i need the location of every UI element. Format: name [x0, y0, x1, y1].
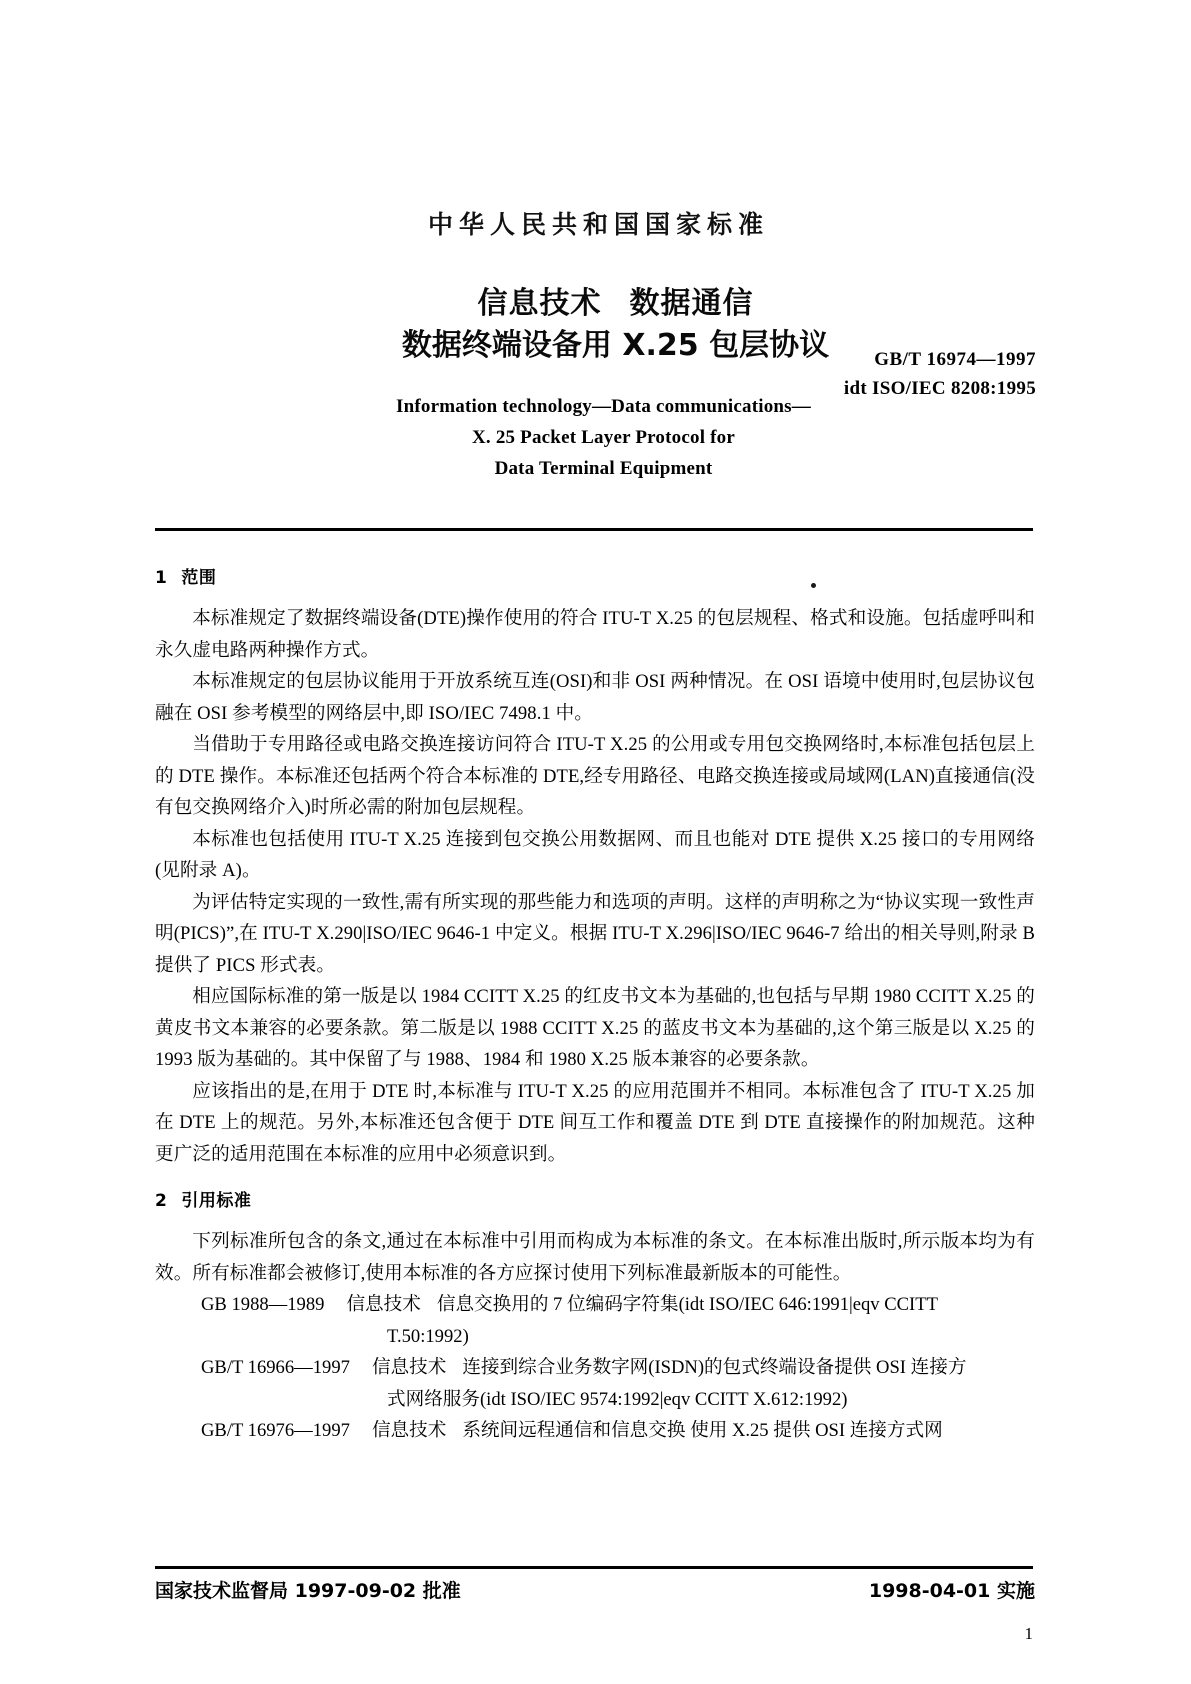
title-chinese-line2: 数据终端设备用 X.25 包层协议: [401, 327, 830, 363]
header-divider-rule: [155, 528, 1033, 531]
masthead: [0, 205, 1191, 241]
section-heading-references: [155, 1186, 1035, 1211]
reference-code: GB 1988—1989: [201, 1294, 325, 1315]
reference-subtitle: 信息交换用的 7 位编码字符集(idt ISO/IEC 646:1991|eqv CCITT: [436, 1294, 938, 1315]
title-cn-part-b: 数据通信: [629, 286, 754, 321]
title-chinese-line1: [0, 285, 1191, 323]
reference-title: 信息技术: [371, 1357, 447, 1378]
reference-item: [155, 1352, 1035, 1415]
page-footer: [155, 1576, 1035, 1603]
reference-subtitle: 连接到综合业务数字网(ISDN)的包式终端设备提供 OSI 连接方: [462, 1357, 967, 1378]
reference-title: 信息技术: [346, 1294, 421, 1315]
approval-statement: 国家技术监督局 1997-09-02 批准: [155, 1580, 461, 1602]
title-cn-part-a: 信息技术: [477, 286, 602, 321]
footer-divider-rule: [155, 1566, 1033, 1569]
standard-equivalence: idt ISO/IEC 8208:1995: [843, 378, 1036, 400]
standard-number: GB/T 16974—1997: [874, 349, 1036, 370]
page-number: 1: [1024, 1624, 1033, 1643]
section-number-2: 2: [155, 1191, 168, 1211]
paragraph: 应该指出的是,在用于 DTE 时,本标准与 ITU-T X.25 的应用范围并不相同。本标准包含了 ITU-T X.25 加在 DTE 上的规范。另外,本标准还包含便于 DTE 间互工作和覆盖 DTE 到 DTE 直接操作的附加规范。这种更广泛的适用范围在本标准的应用中必须意识到。: [155, 1080, 1035, 1165]
reference-continuation: T.50:1992): [387, 1325, 469, 1347]
section-heading-scope: [155, 563, 1035, 588]
section-title-1: 范围: [181, 568, 217, 588]
paragraph: 本标准规定的包层协议能用于开放系统互连(OSI)和非 OSI 两种情况。在 OSI 语境中使用时,包层协议包融在 OSI 参考模型的网络层中,即 ISO/IEC 7498.1 中。: [155, 671, 1035, 724]
document-body: [155, 563, 1035, 1447]
reference-item: [155, 1415, 1035, 1447]
paragraph: 相应国际标准的第一版是以 1984 CCITT X.25 的红皮书文本为基础的,也包括与早期 1980 CCITT X.25 的黄皮书文本兼容的必要条款。第二版是以 1988 CCITT X.25 的蓝皮书文本为基础的,这个第三版是以 X.25 的 1993 版为基础的。其中保留了与 1988、1984 和 1980 X.25 版本兼容的必要条款。: [155, 986, 1035, 1070]
section-number-1: 1: [155, 568, 168, 588]
title-english-line2: X. 25 Packet Layer Protocol for: [472, 426, 735, 448]
paragraph: 当借助于专用路径或电路交换连接访问符合 ITU-T X.25 的公用或专用包交换网络时,本标准包括包层上的 DTE 操作。本标准还包括两个符合本标准的 DTE,经专用路径、电路交换连接或局域网(LAN)直接通信(没有包交换网络介入)时所必需的附加包层规程。: [155, 734, 1035, 818]
reference-continuation: 式网络服务(idt ISO/IEC 9574:1992|eqv CCITT X.612:1992): [387, 1388, 848, 1410]
reference-subtitle: 系统间远程通信和信息交换 使用 X.25 提供 OSI 连接方式网: [462, 1420, 943, 1441]
title-english-line1: Information technology—Data communications—: [396, 396, 811, 417]
paragraph: 下列标准所包含的条文,通过在本标准中引用而构成为本标准的条文。在本标准出版时,所示版本均为有效。所有标准都会被修订,使用本标准的各方应探讨使用下列标准最新版本的可能性。: [155, 1231, 1035, 1284]
section-title-2: 引用标准: [181, 1191, 252, 1211]
reference-code: GB/T 16976—1997: [201, 1420, 350, 1441]
title-english-line3: Data Terminal Equipment: [494, 457, 713, 479]
paragraph: 本标准规定了数据终端设备(DTE)操作使用的符合 ITU-T X.25 的包层规程、格式和设施。包括虚呼叫和永久虚电路两种操作方式。: [155, 608, 1035, 661]
implementation-statement: 1998-04-01 实施: [868, 1580, 1035, 1602]
paragraph: 为评估特定实现的一致性,需有所实现的那些能力和选项的声明。这样的声明称之为“协议实现一致性声明(PICS)”,在 ITU-T X.290|ISO/IEC 9646-1 中定义。根据 ITU-T X.296|ISO/IEC 9646-7 给出的相关导则,附录 B 提供了 PICS 形式表。: [155, 891, 1035, 976]
reference-title: 信息技术: [371, 1420, 447, 1441]
paragraph: 本标准也包括使用 ITU-T X.25 连接到包交换公用数据网、而且也能对 DTE 提供 X.25 接口的专用网络(见附录 A)。: [155, 828, 1035, 881]
national-standard-label: 中华人民共和国国家标准: [427, 210, 769, 239]
reference-code: GB/T 16966—1997: [201, 1357, 350, 1378]
title-english: [0, 392, 1191, 484]
reference-item: [155, 1289, 1035, 1352]
